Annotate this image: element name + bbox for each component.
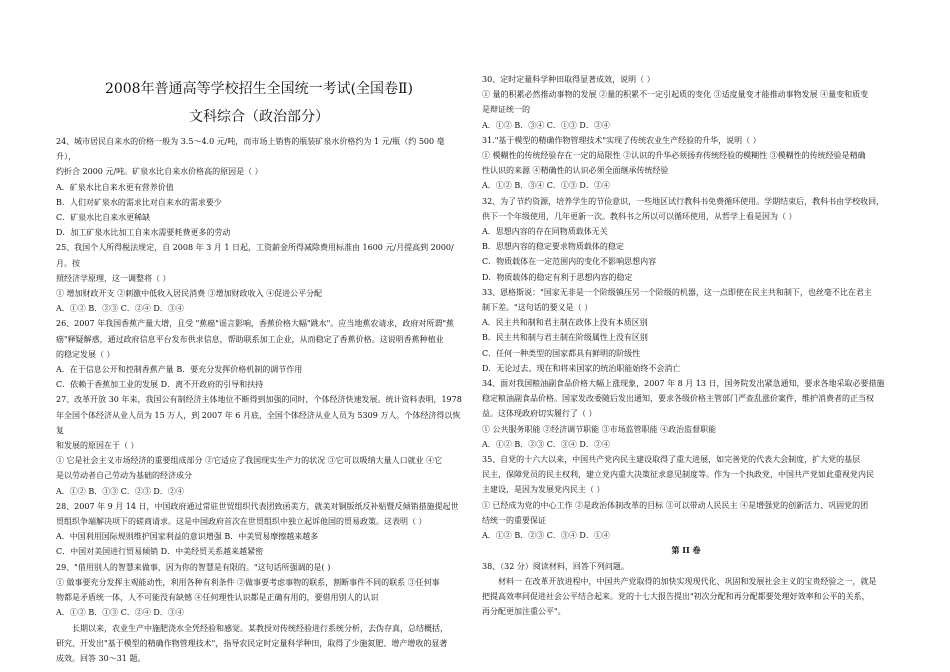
text-line: B．民主共和制与君主制在阶级属性上没有区别 <box>482 333 648 343</box>
text-line: ① 量的积累必然推动事物的发展 ②量的积累不一定引起质的变化 ③适度量变才能推动事物发展 ④量变和质变 <box>482 90 869 100</box>
text-line: 是以劳动者自己劳动为基础的经济成分 <box>56 471 192 481</box>
text-line: 的稳定发展（ ） <box>56 349 115 359</box>
right-column-body <box>482 72 890 619</box>
text-line: 约折合 2000 元/吨。矿泉水比自来水价格高的原因是（ ） <box>56 167 263 177</box>
text-line: 29、"借用别人的智慧来做事，因为你的智慧是有限的。"这句话所强调的是( ) <box>56 562 331 572</box>
text-line: D．物质载体的稳定有利于思想内容的稳定 <box>482 272 633 282</box>
text-line: ① 它是社会主义市场经济的重要组成部分 ②它适应了我国现实生产力的状况 ③它可以吸纳大量人口就业 ④它 <box>56 456 443 466</box>
text-line: 24、城市居民自来水的价格一般为 3.5～4.0 元/吨，而市场上销售的瓶装矿泉水价格约为 1 元/瓶（约 500 毫升）， <box>56 137 445 162</box>
text-line: ① 已经成为党的中心工作 ②是政治体制改革的目标 ③可以带动人民民主 ④是增强党的创新活力、巩固党的团 <box>482 500 869 510</box>
text-line: C．依赖于香蕉加工业的发展 D．离不开政府的引导和扶持 <box>56 380 264 390</box>
text-line: A．中国利用国际规则维护国家利益的意识增强 B．中美贸易摩擦越来越多 <box>56 532 319 542</box>
text-line: 研究、开发出"基于模型的精确作物管理技术"，指导农民定时定量科学种田，取得了少施氮肥、增产增收的显著 <box>56 638 448 648</box>
text-line: ① 做事要充分发挥主观能动性，利用各种有利条件 ②做事要考虑事物的联系，割断事件不同的联系 ③任何事 <box>56 577 440 587</box>
text-line: 益。这体现政府切实履行了（ ） <box>482 409 597 419</box>
text-line: A．①② B．③④ C．①③ D．②④ <box>482 120 610 130</box>
exam-title: 2008年普通高等学校招生全国统一考试(全国卷Ⅱ) <box>104 81 414 97</box>
text-line: B．思想内容的稳定要求物质载体的稳定 <box>482 242 624 252</box>
text-line: 第 II 卷 <box>671 545 701 556</box>
text-line: 25、我国个人所得税法规定，自 2008 年 3 月 1 日起，工资薪金所得减除费用标准由 1600 元/月提高到 2000/月。按 <box>56 243 454 268</box>
text-line: A．①② B．②③ C．③④ D．②④ <box>482 439 610 449</box>
text-line: 31."基于模型的精确作物管理技术"实现了传统农业生产经验的升华，说明（ ） <box>482 135 761 145</box>
text-line: 28、2007 年 9 月 14 日，中国政府通过常驻世贸组织代表团致函美方，就美对铜版纸反补贴暨反倾销措施提起世 <box>56 501 459 511</box>
text-line: 民主，保障党员的民主权利，建立党内重大决策征求意见制度等。作为一个执政党，中国共产党如此重视党内民 <box>482 470 874 480</box>
text-line: 制下差。"这句话的要义是（ ） <box>482 303 593 313</box>
text-line: A．矿泉水比自来水更有营养价值 <box>56 182 174 192</box>
text-line: A．①② B．①③ C．②④ D．③④ <box>56 608 184 618</box>
text-line: ① 模糊性的传统经验存在一定的局限性 ②认识的升华必须扬弃传统经验的模糊性 ③模糊性的传统经验是精确 <box>482 151 866 161</box>
text-line: 年全国个体经济从业人员为 15 万人，到 2007 年 6 月底，全国个体经济从业人员为 5309 万人。个体经济得以恢复 <box>56 410 461 435</box>
text-line: 性认识的来源 ④精确性的认识必须全面继承传统经验 <box>482 166 669 176</box>
text-line: 主建设，是因为发展党内民主（ ） <box>482 485 605 495</box>
left-column-body <box>56 134 462 666</box>
text-line: D．无论过去、现在和将来国家的统治职能始终不会消亡 <box>482 363 681 373</box>
text-line: C．物质载体在一定范围内的变化不影响思想内容 <box>482 257 657 267</box>
text-line: B．人们对矿泉水的需求比对自来水的需求要少 <box>56 197 222 207</box>
text-line: 癌"释疑解惑，通过政府信息平台发布供求信息，帮助联系加工企业，从而稳定了香蕉价格。这说明香蕉种植业 <box>56 334 444 344</box>
text-line: A．①② B．②③ C．②④ D．③④ <box>56 304 184 314</box>
text-line: D．加工矿泉水比加工自来水需要耗费更多的劳动 <box>56 228 231 238</box>
text-line: 35、自党的十六大以来，中国共产党内民主建设取得了重大进展，如完善党的代表大会制度，扩大党的基层 <box>482 455 861 465</box>
text-line: 34、面对我国粮油副食品价格大幅上涨现象，2007 年 8 月 13 日，国务院发出紧急通知，要求各地采取必要措施 <box>482 379 885 389</box>
text-line: 33、恩格斯说："国家无非是一个阶级镇压另一个阶级的机器，这一点即使在民主共和制下，也丝毫不比在君主 <box>482 287 872 297</box>
text-line: ① 公共服务职能 ②经济调节职能 ③市场监管职能 ④政治监督职能 <box>482 424 717 434</box>
text-line: 贸组织争端解决项下的磋商请求。这是中国政府首次在世贸组织中独立起诉他国的贸易政策。这表明（ ） <box>56 517 427 527</box>
text-line: ① 增加财政开支 ②刺激中低收入居民消费 ③增加财政收入 ④促进公平分配 <box>56 289 323 299</box>
text-line: A．①② B．③④ C．①③ D．②④ <box>482 181 610 191</box>
text-line: 是辩证统一的 <box>482 105 530 115</box>
text-line: A．思想内容的存在同物质载体无关 <box>482 227 608 237</box>
text-line: 32、为了节约资源，培养学生的节俭意识，一些地区试行教科书免费循环使用。学期结束后，教科书由学校收回， <box>482 196 885 206</box>
text-line: 再分配更加注重公平"。 <box>482 607 566 617</box>
text-line: 和发展的原因在于（ ） <box>56 441 139 451</box>
text-line: A．民主共和制和君主制在政体上没有本质区别 <box>482 318 648 328</box>
right-column <box>482 72 890 619</box>
text-line: A．①② B．②③ C．③④ D．①④ <box>482 531 610 541</box>
text-line: 成效。回答 30～31 题。 <box>56 653 146 663</box>
exam-subtitle: 文科综合（政治部分） <box>189 109 329 125</box>
text-line: C．任何一种类型的国家都具有鲜明的阶级性 <box>482 348 641 358</box>
text-line: 材料一 在改革开放进程中，中国共产党取得的加快实现现代化、巩固和发展社会主义的宝贵经验之一，就是 <box>498 576 877 586</box>
text-line: 稳定粮油副食品价格。国家发改委随后发出通知，要求各级价格主管部门严查乱涨价案件，维护消费者的正当权 <box>482 394 874 404</box>
text-line: 26、2007 年我国香蕉产量大增，且受 "蕉癌"谣言影响，香蕉价格大幅"跳水"。应当地蕉农请求，政府对所谓"蕉 <box>56 319 455 329</box>
text-line: C．中国对美国进行贸易倾销 D．中美经贸关系越来越紧密 <box>56 547 264 557</box>
text-line: 30、定时定量科学种田取得显著成效，说明（ ） <box>482 75 655 84</box>
text-line: A．①② B．①③ C．②③ D．②④ <box>56 486 184 496</box>
text-line: 结统一的重要保证 <box>482 515 546 525</box>
text-line: 照经济学原理，这一调整将（ ） <box>56 273 171 283</box>
text-line: 物都是矛盾统一体，人不可能没有缺憾 ④任何理性认识都是正确有用的，要借用别人的认识 <box>56 593 379 603</box>
text-line: C．矿泉水比自来水更稀缺 <box>56 213 151 223</box>
text-line: 把提高效率同促进社会公平结合起来。党的十七大报告提出"初次分配和再分配都要处理好效率和公平的关系， <box>482 591 870 601</box>
text-line: 供下一个年级使用，几年更新一次。教科书之所以可以循环使用，从哲学上看是因为（ ） <box>482 211 797 221</box>
left-column <box>56 72 462 666</box>
text-line: 27、改革开放 30 年来，我国公有制经济主体地位不断得到加强的同时，个体经济快速发展。统计资料表明，1978 <box>56 395 462 405</box>
text-line: A．在于信息公开和控制香蕉产量 B．要充分发挥价格机制的调节作用 <box>56 365 303 375</box>
text-line: 38、（32 分）阅读材料，回答下列问题。 <box>482 561 629 571</box>
text-line: 长期以来，农业生产中施肥浇水全凭经验和感觉。某教授对传统经验进行系统分析，去伪存真，总结概括， <box>72 623 448 633</box>
